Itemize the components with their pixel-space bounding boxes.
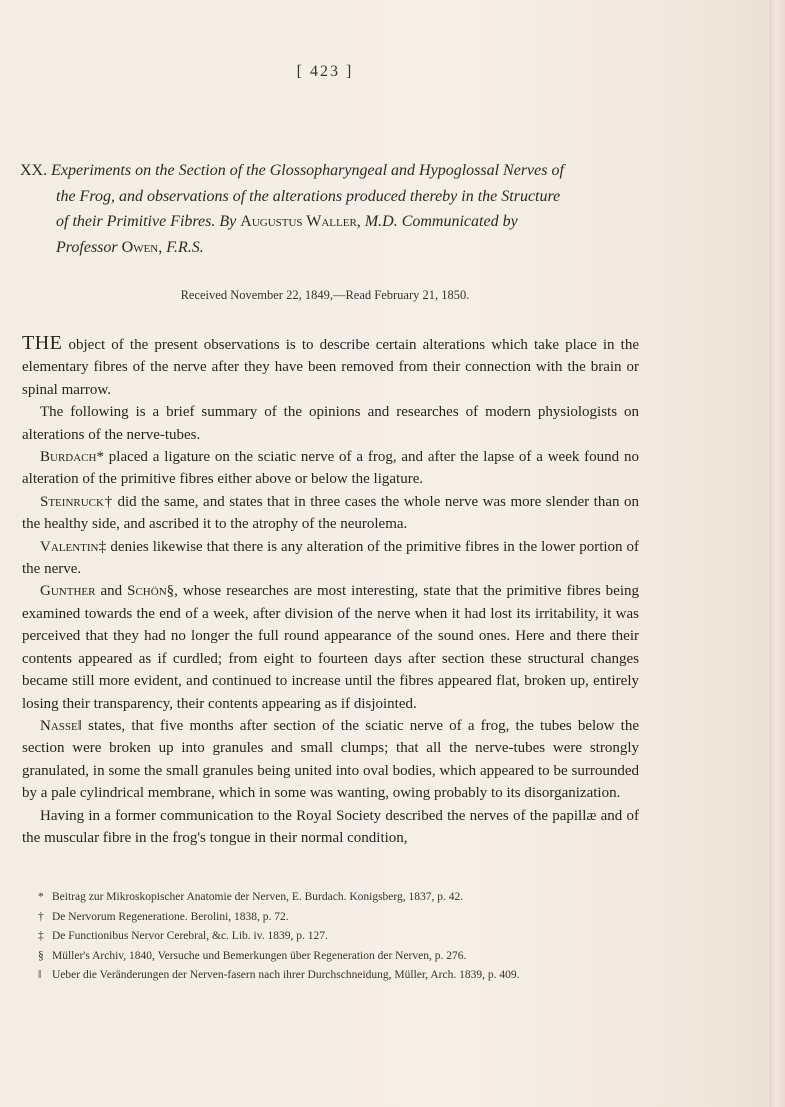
- footnote-text: De Functionibus Nervor Cerebral, &c. Lib. iv. 1839, p. 127.: [52, 930, 328, 942]
- author-name: Augustus Waller,: [240, 213, 361, 230]
- footnote: [38, 947, 648, 967]
- footnote-mark: ‡: [38, 930, 44, 942]
- footnote-text: De Nervorum Regeneratione. Berolini, 1838, p. 72.: [52, 910, 289, 923]
- communicator-name: Owen,: [121, 238, 163, 256]
- footnote: [38, 888, 648, 908]
- received-date: Received November 22, 1849,—Read February 21, 1850.: [180, 288, 470, 302]
- name-nasse: Nasse‖: [40, 717, 82, 734]
- paragraph-4-text: did the same, and states that in three cases the whole nerve was more slender than on the healthy side, and ascribed it to the atrophy of the neurolema.: [22, 493, 639, 533]
- paragraph-3-text: placed a ligature on the sciatic nerve of a frog, and after the lapse of a week found no alteration of the primitive fibres either above or below the ligature.: [22, 449, 639, 488]
- paragraph-3: [22, 446, 639, 491]
- paragraph-6-and: and: [95, 583, 128, 600]
- footnote-mark: *: [38, 891, 44, 903]
- title-line-1: [20, 158, 645, 184]
- article-number: XX.: [20, 162, 48, 179]
- footnote-mark: §: [38, 949, 44, 962]
- body-text: [22, 332, 639, 849]
- paragraph-1: [22, 332, 639, 401]
- name-valentin: Valentin‡: [40, 538, 107, 555]
- footnote: [38, 908, 648, 928]
- footnote-text: Ueber die Veränderungen der Nerven-fasern nach ihrer Durchschneidung, Müller, Arch. 1839, p. 409.: [52, 969, 520, 981]
- name-schon: Schön§: [127, 583, 175, 600]
- article-title: [20, 158, 645, 260]
- title-text-4b: F.R.S.: [166, 238, 204, 256]
- footnote: [38, 966, 648, 986]
- paragraph-5-text: denies likewise that there is any alteration of the primitive fibres in the lower portion of the nerve.: [22, 538, 639, 578]
- name-steinruck: Steinruck†: [40, 493, 113, 510]
- paragraph-5: [22, 536, 639, 581]
- paragraph-7-text: states, that five months after section of the sciatic nerve of a frog, the tubes below the section were broken up into granules and small clumps; that all the nerve-tubes were strongly granulated, in some the small granules being united into oval bodies, which appeared to be surrounded by a pale cylindrical membrane, which in some was wanting, owing probably to its disorganization.: [22, 717, 639, 802]
- title-text-4a: Professor: [56, 238, 118, 256]
- paragraph-1-text: object of the present observations is to describe certain alterations which take place in the elementary fibres of the nerve after they have been removed from their connection with the brain or spinal marrow.: [22, 337, 639, 398]
- title-line-2: the Frog, and observations of the alterations produced thereby in the Structure: [56, 187, 561, 205]
- footnote: [38, 927, 648, 947]
- title-text-3b: M.D. Communicated by: [364, 213, 518, 230]
- paragraph-6-text: , whose researches are most interesting, state that the primitive fibres being examined towards the end of a week, after division of the nerve when it had lost its irritability, it was perceived that they had no longer the full round appearance of the sound ones. Here and there their contents appeared as if curdled; from eight to fourteen days after section these structural changes became still more evident, and continued to increase until the fibres appeared flat, broken up, entirely losing their transparency, their contents appearing as if disjointed.: [22, 583, 639, 712]
- paragraph-2: The following is a brief summary of the opinions and researches of modern physiologists on alterations of the nerve-tubes.: [22, 404, 639, 443]
- page-number: [ 423 ]: [296, 63, 354, 80]
- footnote-mark: ‖: [38, 969, 42, 981]
- name-gunther: Gunther: [40, 583, 96, 600]
- footnote-mark: †: [38, 910, 44, 923]
- paragraph-4: [22, 491, 639, 536]
- footnotes: [38, 888, 648, 986]
- page-edge: [770, 0, 785, 1107]
- title-line-3: [20, 209, 645, 235]
- paragraph-8: Having in a former communication to the Royal Society described the nerves of the papillæ and of the muscular fibre in the frog's tongue in their normal condition,: [22, 807, 639, 846]
- footnote-text: Beitrag zur Mikroskopischer Anatomie der Nerven, E. Burdach. Konigsberg, 1837, p. 42.: [52, 891, 464, 903]
- opening-word: THE: [22, 332, 63, 354]
- title-text-1: Experiments on the Section of the Glossopharyngeal and Hypoglossal Nerves of: [51, 162, 564, 179]
- paragraph-7: [22, 715, 639, 805]
- footnote-text: Müller's Archiv, 1840, Versuche und Bemerkungen über Regeneration der Nerven, p. 276.: [52, 949, 467, 962]
- title-text-3a: of their Primitive Fibres. By: [56, 213, 237, 230]
- paragraph-6: [22, 580, 639, 714]
- title-line-4: [20, 235, 645, 261]
- name-burdach: Burdach*: [40, 449, 104, 466]
